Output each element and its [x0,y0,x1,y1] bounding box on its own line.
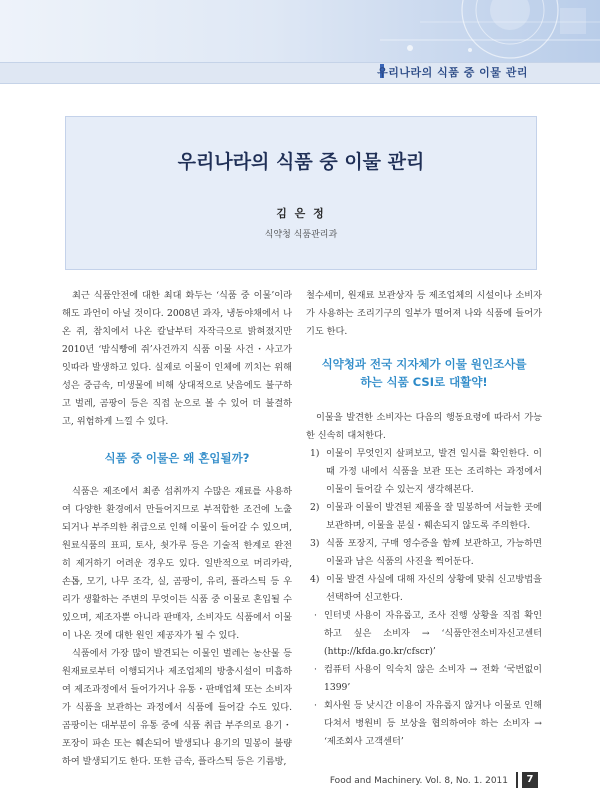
author-affiliation: 식약청 식품관리과 [264,230,338,240]
step-number: 1) [310,448,320,459]
article-title: 우리나라의 식품 중 이물 관리 [177,151,425,173]
section-heading-line: 하는 식품 CSI로 대활약! [360,375,488,389]
bullet-text: 인터넷 사용이 자유롭고, 조사 진행 상황을 직접 확인하고 싶은 소비자 → ‘식품안전소비자신고센터 (http://kfda.go.kr/cfscr)’ [324,610,542,657]
author-name: 김 은 정 [276,207,326,220]
list-item [306,661,542,697]
list-item [306,499,542,535]
body-paragraph: 식품은 제조에서 최종 섭취까지 수많은 재료를 사용하여 다양한 환경에서 만들어지므로 부적합한 조건에 노출되거나 부주의한 취급으로 인해 이물이 들어갈 수 있으며, 원료식품의 표피, 토사, 쇳가루 등은 기술적 한계로 완전히 제거하기 어려운 경우도 있다. 일반적으로 머리카락, 손톱, 모기, 나무 조각, 실, 곰팡이, 유리, 플라스틱 등 우리가 생활하는 주변의 무엇이든 식품 중 이물로 혼입될 수 있으며, 제조자뿐 아니라 판매자, 소비자도 식품에서 이물이 나온 것에 대한 원인 제공자가 될 수 있다. [62,486,292,641]
title-box [65,116,537,270]
right-column [306,287,542,751]
step-text: 이물이 무엇인지 살펴보고, 발견 일시를 확인한다. 이때 가정 내에서 식품을 보관 또는 조리하는 과정에서 이물이 들어갈 수 있는지 생각해본다. [326,448,542,495]
list-item [306,445,542,499]
step-number: 2) [310,502,320,513]
list-item [306,697,542,751]
body-paragraph: 이물을 발견한 소비자는 다음의 행동요령에 따라서 가능한 신속히 대처한다. [306,412,542,441]
bullet: · [314,664,317,675]
action-steps-list [306,445,542,607]
list-item [306,535,542,571]
report-method-list [306,607,542,751]
running-header: 우리나라의 식품 중 이물 관리 [377,66,528,79]
body-paragraph: 식품에서 가장 많이 발견되는 이물인 벌레는 농산물 등 원재료로부터 이행되거나 제조업체의 방충시설이 미흡하여 제조과정에서 들어가거나 유통・판매업체 또는 소비자가 식품을 보관하는 과정에서 식품에 들어갈 수도 있다. 곰팡이는 대부분이 유통 중에 식품 취급 부주의로 용기・포장이 파손 또는 훼손되어 발생되나 용기의 밀봉이 불량하여 발생되기도 한다. 또한 금속, 플라스틱 등은 기름방, [62,648,292,767]
page-number: 7 [522,772,538,788]
intro-paragraph: 최근 식품안전에 대한 최대 화두는 ‘식품 중 이물’이라 해도 과언이 아닐 것이다. 2008년 과자, 냉동야채에서 나온 쥐, 참치에서 나온 칼날부터 자작극으로 밝혀졌지만 2010년 ‘밤식빵에 쥐’사건까지 식품 이물 사건・사고가 잇따라 발생하고 있다. 실제로 이물이 인체에 끼치는 위해성은 중금속, 미생물에 비해 상대적으로 낮음에도 불구하고 벌레, 곰팡이 등은 직접 눈으로 볼 수 있어 더 불결하고, 위험하게 느낄 수 있다. [62,290,292,427]
step-text: 이물 발견 사실에 대해 자신의 상황에 맞춰 신고방법을 선택하여 신고한다. [326,574,542,603]
step-text: 식품 포장지, 구매 영수증을 함께 보관하고, 가능하면 이물과 남은 식품의 사진을 찍어둔다. [326,538,542,567]
section-heading [306,355,542,391]
section-heading-line: 식약청과 전국 지자체가 이물 원인조사를 [321,357,527,371]
bullet-text: 컴퓨터 사용이 익숙치 않은 소비자 → 전화 ‘국번없이 1399’ [324,664,542,693]
section-heading: 식품 중 이물은 왜 혼입될까? [104,451,250,465]
step-number: 3) [310,538,320,549]
bullet: · [314,610,317,621]
list-item [306,571,542,607]
footer-divider [516,772,518,788]
continued-paragraph: 철수세미, 원재료 보관상자 등 제조업체의 시설이나 소비자가 사용하는 조리기구의 일부가 떨어져 나와 식품에 들어가기도 한다. [306,290,542,337]
bullet: · [314,700,317,711]
bullet-text: 회사원 등 낮시간 이용이 자유롭지 않거나 이물로 인해 다쳐서 병원비 등 보상을 협의하여야 하는 소비자 → ‘제조회사 고객센터’ [324,700,542,747]
step-text: 이물과 이물이 발견된 제품을 잘 밀봉하여 서늘한 곳에 보관하며, 이물을 분실・훼손되지 않도록 주의한다. [326,502,542,531]
left-column [62,287,292,771]
list-item [306,607,542,661]
step-number: 4) [310,574,320,585]
decorative-graphic [260,0,600,62]
journal-citation: Food and Machinery. Vol. 8, No. 1. 2011 [329,776,508,786]
